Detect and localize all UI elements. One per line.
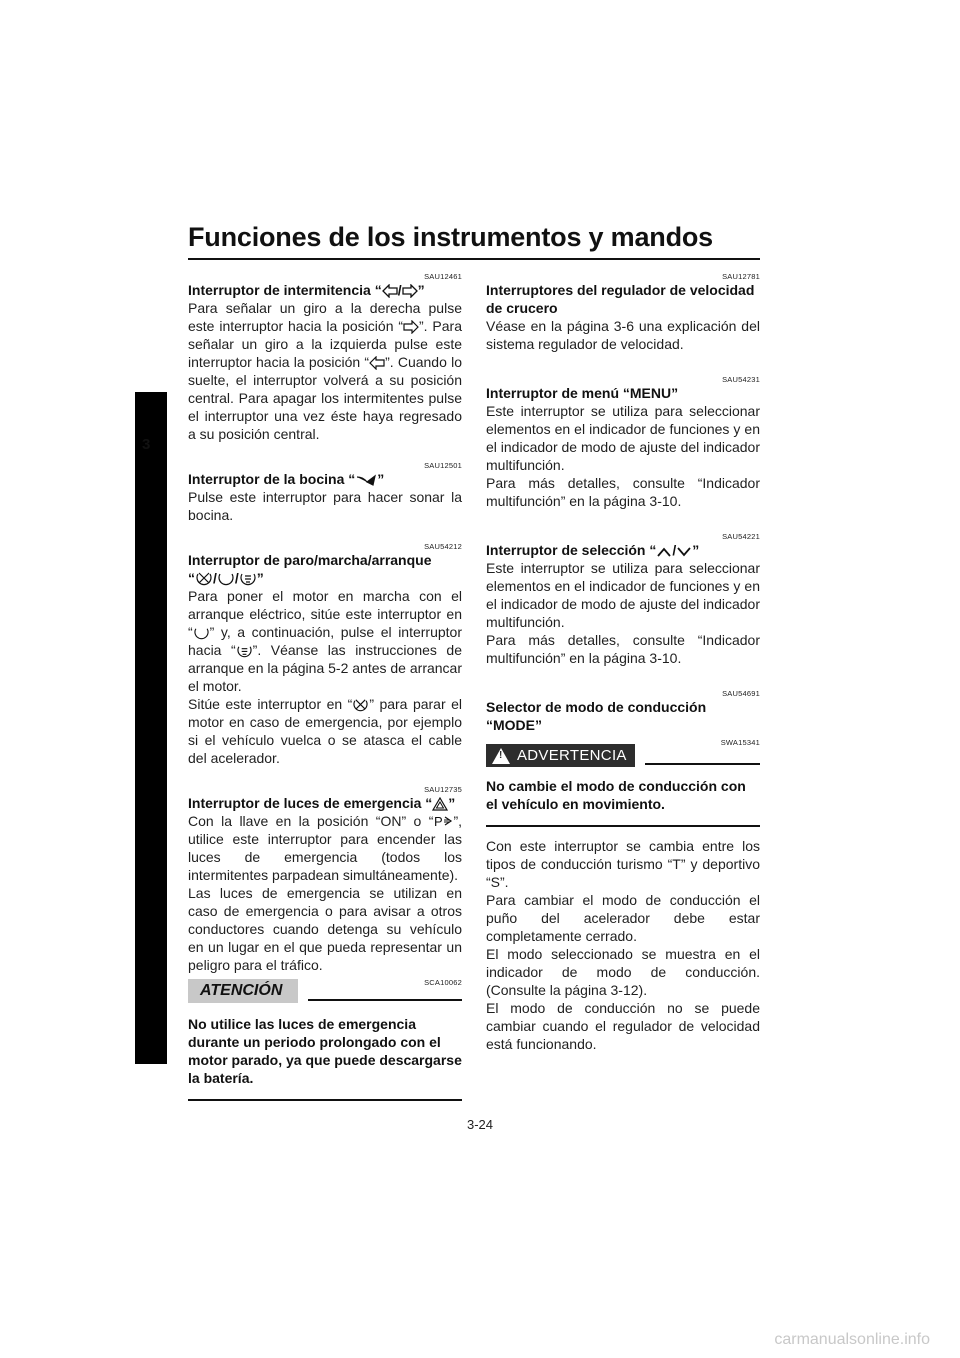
section-code: SAU54221	[722, 532, 760, 541]
stop-switch-text: Para poner el motor en marcha con el arranque eléctrico, sitúe este interruptor en “ ” y, a continuación, pulse el interruptor hacia “ ”. Véanse las instrucciones de arranque en la página 5-2 antes de arrancar el motor. Sitúe este interruptor en “ ” para parar el motor en caso de emergencia, por ejemplo si el vehículo vuelca o se atasca el cable del acelerador.	[188, 588, 462, 766]
caution-label: ATENCIÓN	[188, 979, 298, 1003]
hazard-text: Con la llave en la posición “ON” o “ P ”, utilice este interruptor para encender las luces de emergencia (todos los intermitentes parpadean simultáneamente). Las luces de emergencia se utilizan en caso de emergencia o para avisar a otros conductores cuando detenga su vehículo en un lugar en el que pueda representar un peligro para el tráfico.	[188, 813, 462, 973]
watermark: carmanualsonline.info	[774, 1331, 930, 1348]
horn-text: Pulse este interruptor para hacer sonar la bocina.	[188, 489, 462, 523]
section-code: SAU54691	[722, 689, 760, 698]
hazard-heading: Interruptor de luces de emergencia “ ”	[188, 795, 456, 811]
engine-start-icon	[239, 570, 257, 586]
warning-text: No cambie el modo de conducción con el vehículo en movimiento.	[486, 778, 746, 812]
turn-right-icon	[402, 284, 418, 298]
caution-text: No utilice las luces de emergencia durante un periodo prolongado con el motor parado, ya que puede descargarse la batería.	[188, 1016, 462, 1086]
turn-right-icon	[403, 320, 419, 334]
page-number: 3-24	[466, 1117, 494, 1132]
turn-left-icon	[369, 356, 385, 370]
mode-text: Con este interruptor se cambia entre los tipos de conducción turismo “T” y deportivo “S”. Para cambiar el modo de conducción el puño del acelerador debe estar completamente cerrado. El modo seleccionado se muestra en el indicador de modo de conducción. (Consulte la página 3-12). El modo de conducción no se puede cambiar cuando el regulador de velocidad está funcionando.	[486, 838, 760, 1052]
section-code: SAU12735	[424, 785, 462, 794]
page-title: Funciones de los instrumentos y mandos	[188, 222, 713, 252]
turn-signal-text: Para señalar un giro a la derecha pulse este interruptor hacia la posición “ ”. Para señalar un giro a la izquierda pulse este interruptor hacia la posición “ ”. Cuando lo suelte, el interruptor volverá a su posición central. Para apagar los intermitentes pulse el interruptor una vez éste haya regresado a su posición central.	[188, 300, 463, 442]
engine-stop-icon	[352, 697, 369, 712]
warning-label: ! ADVERTENCIA	[486, 744, 635, 767]
turn-signal-heading: Interruptor de intermitencia “ / ”	[188, 282, 425, 298]
horn-heading: Interruptor de la bocina “ ”	[188, 471, 385, 487]
hazard-icon	[432, 797, 448, 811]
warning-icon: !	[492, 748, 510, 764]
warning-rule	[645, 763, 760, 765]
section-code: SAU54212	[424, 542, 462, 551]
down-arrow-icon	[676, 546, 692, 558]
caution-end-rule	[188, 1099, 462, 1101]
select-text: Este interruptor se utiliza para seleccionar elementos en el indicador de funciones y en el indicador de modo de ajuste del indicador multifunción. Para más detalles, consulte “Indicador multifunción” en la página 3-10.	[486, 560, 760, 666]
select-heading: Interruptor de selección “ / ”	[486, 542, 700, 558]
menu-text: Este interruptor se utiliza para seleccionar elementos en el indicador de funciones y en el indicador de modo de ajuste del indicador multifunción. Para más detalles, consulte “Indicador multifunción” en la página 3-10.	[486, 403, 760, 509]
stop-switch-heading: Interruptor de paro/marcha/arranque “ / / ”	[188, 552, 432, 586]
chapter-number: 3	[142, 436, 151, 453]
mode-heading: Selector de modo de conducción “MODE”	[486, 699, 707, 733]
up-arrow-icon	[656, 546, 672, 558]
cruise-heading: Interruptores del regulador de velocidad de crucero	[486, 282, 755, 316]
section-code: SWA15341	[720, 738, 760, 747]
caution-box	[188, 978, 462, 1101]
svg-text:P: P	[434, 814, 444, 829]
section-code: SAU12781	[722, 272, 760, 281]
engine-start-icon	[236, 643, 253, 658]
caution-rule	[308, 999, 462, 1001]
section-code: SAU12461	[424, 272, 462, 281]
title-rule	[188, 258, 760, 260]
turn-left-icon	[382, 284, 398, 298]
engine-stop-icon	[195, 570, 213, 586]
right-column	[486, 272, 760, 1053]
section-code: SCA10062	[424, 978, 462, 987]
menu-heading: Interruptor de menú “MENU”	[486, 385, 679, 401]
warning-end-rule	[486, 825, 760, 827]
cruise-text: Véase en la página 3-6 una explicación del sistema regulador de velocidad.	[486, 318, 760, 352]
parking-icon	[433, 814, 453, 829]
horn-icon	[355, 473, 377, 487]
section-code: SAU54231	[722, 375, 760, 384]
engine-run-icon	[193, 625, 210, 640]
section-code: SAU12501	[424, 461, 462, 470]
left-column	[188, 272, 462, 1101]
warning-box	[486, 738, 760, 827]
chapter-tab	[135, 392, 167, 1064]
engine-run-icon	[217, 570, 235, 586]
